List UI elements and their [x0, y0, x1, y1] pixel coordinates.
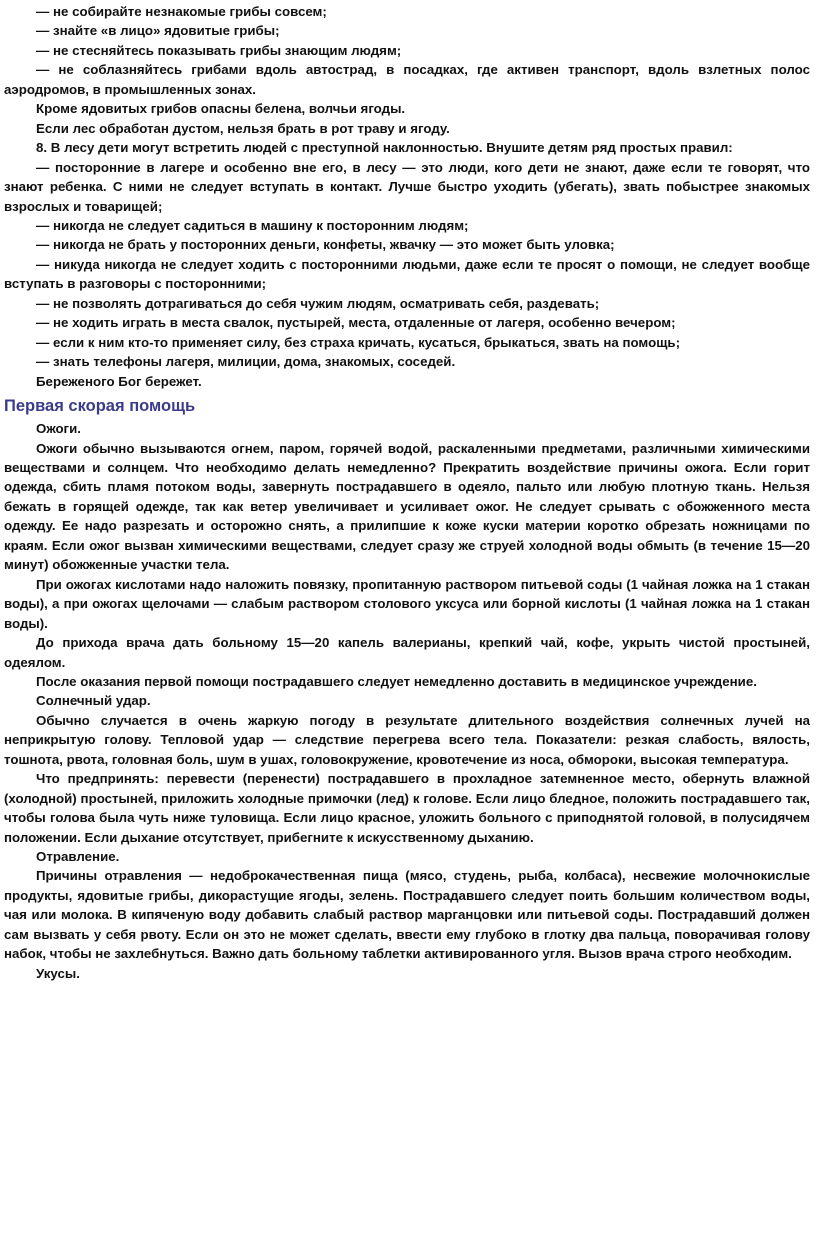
paragraph: — никогда не следует садиться в машину к посторонним людям;: [36, 217, 469, 233]
subheading-sunstroke: Солнечный удар.: [36, 693, 151, 709]
paragraph: Кроме ядовитых грибов опасны белена, волчьи ягоды.: [36, 101, 406, 117]
paragraph: Причины отравления — недоброкачественная пища (мясо, студень, рыба, колбаса), несвежие молочнокислые продукты, ядовитые грибы, дикорастущие ягоды, зелень. Пострадавшего следует поить большим количеством воды, чая или молока. В кипяченую воду добавить слабый раствор марганцовки или питьевой соды. Пострадавший должен сам вызвать у себя рвоту. Если он это не может сделать, ввести ему глубоко в глотку два пальца, поворачивая голову набок, чтобы не захлебнуться. Важно дать больному таблетки активированного угля. Вызов врача строго необходим.: [4, 868, 810, 962]
paragraph: — не стесняйтесь показывать грибы знающим людям;: [36, 42, 402, 58]
paragraph: После оказания первой помощи пострадавшего следует немедленно доставить в медицинское учреждение.: [36, 673, 757, 689]
subheading-poisoning: Отравление.: [36, 849, 120, 865]
paragraph: Обычно случается в очень жаркую погоду в результате длительного воздействия солнечных лучей на неприкрытую голову. Тепловой удар — следствие перегрева всего тела. Показатели: резкая слабость, вялость, тошнота, рвота, головная боль, шум в ушах, головокружение, кровотечение из носа, обмороки, высокая температура.: [4, 712, 810, 767]
paragraph: — посторонние в лагере и особенно вне его, в лесу — это люди, кого дети не знают, даже если те говорят, что знают ребенка. С ними не следует вступать в контакт. Лучше быстро уходить (убегать), звать побыстрее знакомых взрослых и товарищей;: [4, 159, 810, 214]
paragraph: Если лес обработан дустом, нельзя брать в рот траву и ягоду.: [36, 120, 450, 136]
paragraph: — никогда не брать у посторонних деньги, конфеты, жвачку — это может быть уловка;: [36, 237, 615, 253]
paragraph: — не соблазняйтесь грибами вдоль автострад, в посадках, где активен транспорт, вдоль взлетных полос аэродромов, в промышленных зонах.: [4, 62, 810, 97]
paragraph: — знайте «в лицо» ядовитые грибы;: [36, 23, 280, 39]
paragraph: — никуда никогда не следует ходить с посторонними людьми, даже если те просят о помощи, не следует вообще вступать в разговоры с посторонними;: [4, 256, 810, 292]
subheading-bites: Укусы.: [36, 965, 80, 981]
paragraph: Ожоги обычно вызываются огнем, паром, горячей водой, раскаленными предметами, различными химическими веществами и солнцем. Что необходимо делать немедленно? Прекратить воздействие причины ожога. Если горит одежда, сбить пламя потоком воды, завернуть пострадавшего в одеяло, пальто или любую плотную ткань. Нельзя бежать в горящей одежде, так как ветер увеличивает и усиливает ожог. Не следует срывать с обожженного места одежду. Ее надо разрезать и осторожно снять, а прилипшие к коже куски материи коротко обрезать ножницами по краям. Если ожог вызван химическими веществами, следует сразу же струей холодной воды обмыть (в течение 15—20 минут) обожженные участки тела.: [4, 440, 810, 573]
paragraph: — не позволять дотрагиваться до себя чужим людям, осматривать себя, раздевать;: [36, 295, 600, 311]
section-paragraphs: [4, 419, 810, 983]
paragraph: При ожогах кислотами надо наложить повязку, пропитанную раствором питьевой соды (1 чайная ложка на 1 стакан воды), а при ожогах щелочами — слабым раствором столового уксуса или борной кислоты (1 чайная ложка на 1 стакан воды).: [4, 576, 810, 631]
paragraph: — если к ним кто-то применяет силу, без страха кричать, кусаться, брыкаться, звать на помощь;: [36, 334, 681, 350]
paragraph: — знать телефоны лагеря, милиции, дома, знакомых, соседей.: [36, 354, 456, 370]
section-title: Первая скорая помощь: [4, 397, 196, 416]
closing-proverb: Береженого Бог бережет.: [36, 373, 202, 389]
paragraph: Что предпринять: перевести (перенести) пострадавшего в прохладное затемненное место, обернуть влажной (холодной) простыней, приложить холодные примочки (лед) к голове. Если лицо бледное, положить пострадавшего так, чтобы голова была чуть ниже туловища. Если лицо красное, уложить больного с приподнятой головой, в полусидячем положении. Если дыхание отсутствует, прибегните к искусственному дыханию.: [4, 771, 810, 845]
top-paragraphs: [4, 2, 810, 391]
subheading-burns: Ожоги.: [36, 421, 81, 437]
paragraph: — не собирайте незнакомые грибы совсем;: [36, 4, 327, 19]
paragraph: До прихода врача дать больному 15—20 капель валерианы, крепкий чай, кофе, укрыть чистой простыней, одеялом.: [4, 635, 810, 670]
paragraph: 8. В лесу дети могут встретить людей с преступной наклонностью. Внушите детям ряд простых правил:: [36, 140, 733, 156]
paragraph: — не ходить играть в места свалок, пустырей, места, отдаленные от лагеря, особенно вечером;: [36, 315, 676, 331]
